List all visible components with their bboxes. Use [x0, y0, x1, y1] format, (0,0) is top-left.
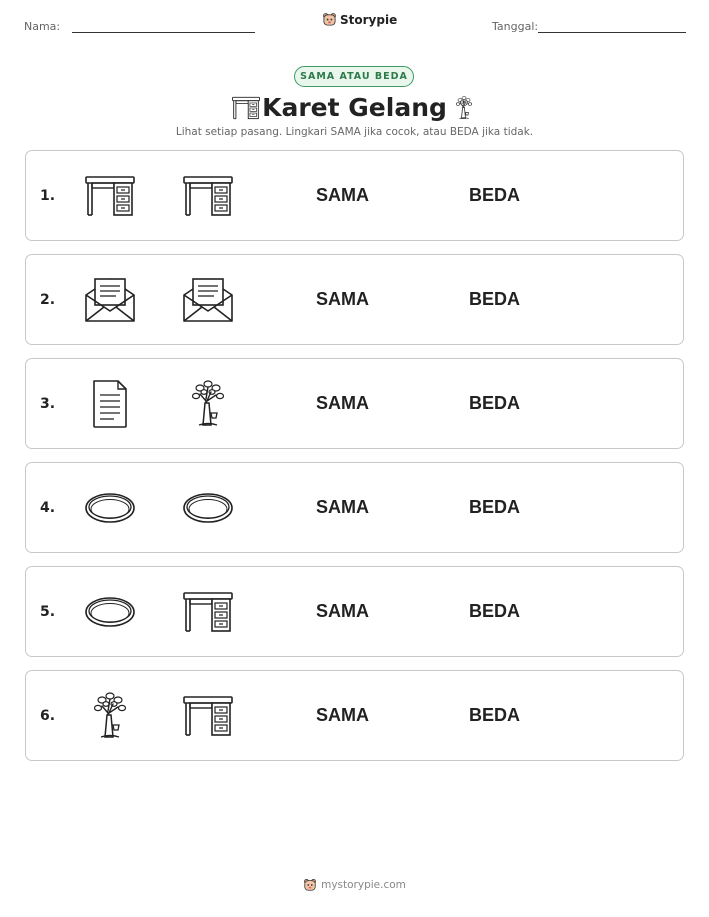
question-row [25, 254, 684, 345]
same-option[interactable]: SAMA [316, 393, 369, 413]
different-option[interactable]: BEDA [469, 393, 521, 413]
rubber-band-icon [82, 587, 138, 637]
question-row [25, 150, 684, 241]
question-row [25, 358, 684, 449]
tree-icon [82, 691, 138, 741]
question-row [25, 462, 684, 553]
question-number: 1. [40, 188, 56, 204]
document-icon [82, 379, 138, 429]
same-option[interactable]: SAMA [316, 289, 369, 309]
desk-icon [180, 587, 236, 637]
envelope-icon [82, 275, 138, 325]
different-option[interactable]: BEDA [469, 601, 521, 621]
question-number: 6. [40, 708, 56, 724]
same-option[interactable]: SAMA [316, 705, 369, 725]
question-number: 5. [40, 604, 56, 620]
different-option[interactable]: BEDA [469, 185, 521, 205]
question-number: 4. [40, 500, 56, 516]
date-line [538, 32, 686, 33]
different-option[interactable]: BEDA [469, 497, 521, 517]
name-line [72, 32, 255, 33]
tree-icon [450, 91, 478, 125]
instructions: Lihat setiap pasang. Lingkari SAMA jika cocok, atau BEDA jika tidak. [175, 126, 534, 138]
question-number: 2. [40, 292, 56, 308]
activity-badge: SAMA ATAU BEDA [294, 66, 414, 87]
question-row [25, 566, 684, 657]
name-label: Nama: [24, 20, 61, 33]
storypie-logo-icon [322, 12, 337, 27]
envelope-icon [180, 275, 236, 325]
worksheet-header [0, 0, 709, 50]
different-option[interactable]: BEDA [469, 705, 521, 725]
question-row [25, 670, 684, 761]
desk-icon [180, 691, 236, 741]
same-option[interactable]: SAMA [316, 497, 369, 517]
footer [0, 878, 709, 892]
question-number: 3. [40, 396, 56, 412]
same-option[interactable]: SAMA [316, 185, 369, 205]
date-label: Tanggal: [492, 20, 539, 33]
footer-url: mystorypie.com [321, 879, 406, 891]
rubber-band-icon [180, 483, 236, 533]
title-row [0, 90, 709, 126]
brand-name: Storypie [340, 12, 398, 27]
different-option[interactable]: BEDA [469, 289, 521, 309]
tree-icon [180, 379, 236, 429]
desk-icon [180, 171, 236, 221]
same-option[interactable]: SAMA [316, 601, 369, 621]
storypie-logo-icon [303, 878, 317, 892]
rubber-band-icon [82, 483, 138, 533]
brand [322, 12, 397, 27]
page-title: Karet Gelang [262, 93, 447, 122]
desk-icon [82, 171, 138, 221]
